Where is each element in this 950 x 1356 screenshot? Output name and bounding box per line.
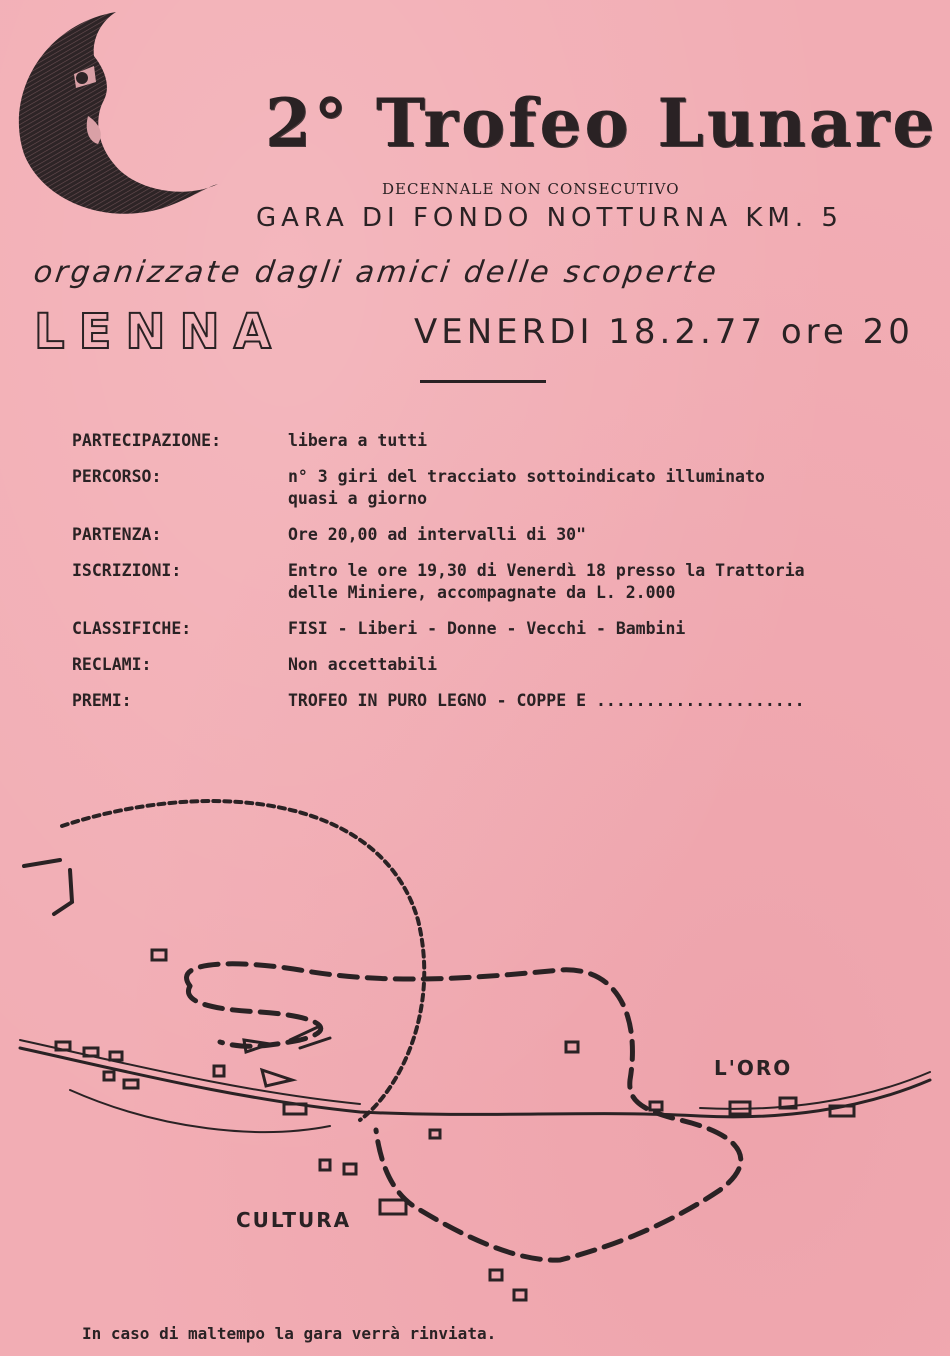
- divider: [420, 380, 546, 383]
- detail-label: PARTECIPAZIONE:: [72, 431, 222, 450]
- detail-value: Ore 20,00 ad intervalli di 30": [288, 525, 587, 544]
- crescent-moon-face-icon: [4, 4, 224, 224]
- detail-label: ISCRIZIONI:: [72, 561, 182, 580]
- detail-label: CLASSIFICHE:: [72, 619, 192, 638]
- detail-row: [72, 560, 942, 604]
- detail-label: PARTENZA:: [72, 525, 162, 544]
- detail-row: [72, 618, 942, 640]
- event-title: 2° Trofeo Lunare: [265, 84, 938, 162]
- detail-row: [72, 524, 942, 546]
- event-date-time: VENERDI 18.2.77 ore 20: [414, 312, 914, 352]
- map-arc-road: [62, 801, 424, 1120]
- map-buildings: [56, 950, 854, 1300]
- race-description: GARA DI FONDO NOTTURNA KM. 5: [256, 203, 843, 233]
- detail-value: FISI - Liberi - Donne - Vecchi - Bambini: [288, 619, 686, 638]
- detail-row: [72, 690, 942, 712]
- detail-label: RECLAMI:: [72, 655, 152, 674]
- event-subtitle: DECENNALE NON CONSECUTIVO: [382, 180, 680, 198]
- map-label-oro: L'ORO: [714, 1056, 793, 1080]
- detail-label: PREMI:: [72, 691, 132, 710]
- organizers-line: organizzate dagli amici delle scoperte: [31, 255, 722, 290]
- detail-value: Non accettabili: [288, 655, 438, 674]
- footer-note: In caso di maltempo la gara verrà rinviata.: [82, 1324, 497, 1343]
- details-list: [72, 430, 942, 726]
- detail-value: n° 3 giri del tracciato sottoindicato illuminato quasi a giorno: [288, 467, 765, 508]
- course-map: [0, 790, 950, 1330]
- detail-row: [72, 430, 942, 452]
- detail-label: PERCORSO:: [72, 467, 162, 486]
- detail-value: Entro le ore 19,30 di Venerdì 18 presso la Trattoria delle Miniere, accompagnate da L. 2.000: [288, 561, 805, 602]
- detail-row: [72, 654, 942, 676]
- detail-value: libera a tutti: [288, 431, 428, 450]
- detail-row: [72, 466, 942, 510]
- event-place: LENNA: [34, 304, 285, 360]
- map-label-cultura: CULTURA: [236, 1208, 352, 1232]
- detail-value: TROFEO IN PURO LEGNO - COPPE E .....................: [288, 691, 805, 710]
- map-left-structure: [24, 860, 72, 914]
- map-lower-road: [70, 1090, 330, 1132]
